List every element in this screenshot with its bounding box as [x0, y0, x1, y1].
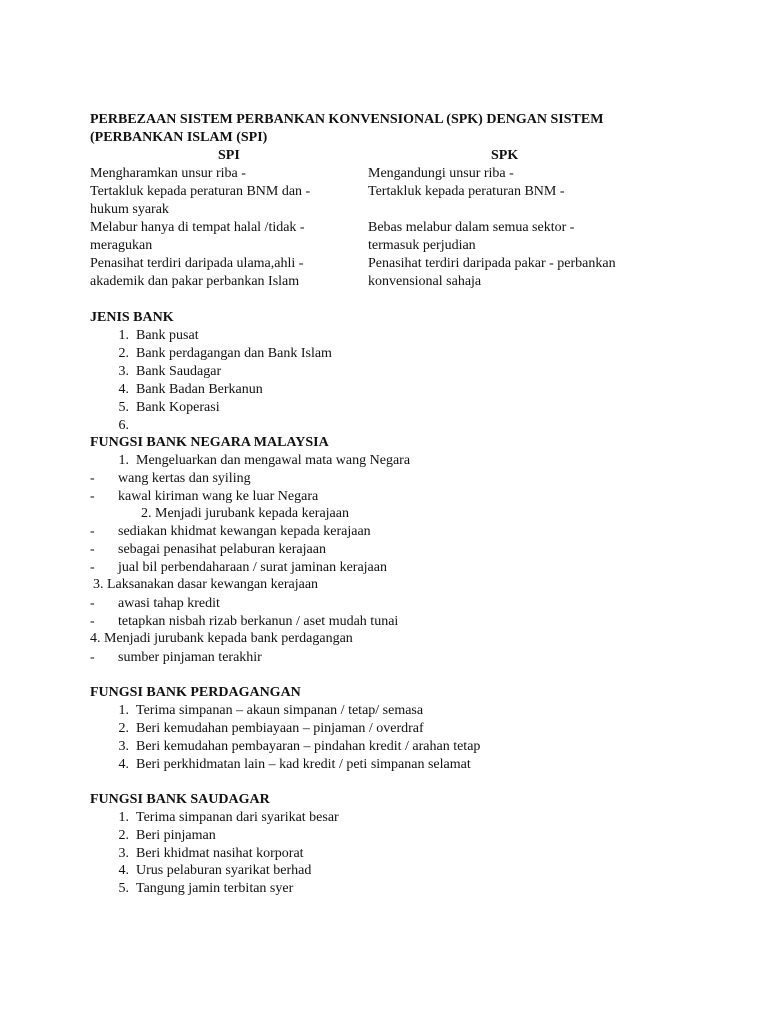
list-item: 4. Urus pelaburan syarikat berhad [118, 863, 312, 878]
list-item: - sediakan khidmat kewangan kepada kerajaan [90, 524, 371, 539]
list-item: 3. Beri kemudahan pembayaran – pindahan kredit / arahan tetap [118, 739, 481, 754]
list-item: 1. Terima simpanan dari syarikat besar [118, 810, 339, 825]
list-item: 1. Bank pusat [118, 328, 199, 343]
section-heading-jenis-bank: JENIS BANK [90, 310, 174, 325]
column-header-spi: SPI [218, 148, 240, 163]
list-item: - sumber pinjaman terakhir [90, 650, 262, 665]
spi-cell-1: Mengharamkan unsur riba - [90, 166, 246, 181]
spi-cell-4: Penasihat terdiri daripada ulama,ahli - akademik dan pakar perbankan Islam [90, 256, 304, 289]
list-item: 1. Terima simpanan – akaun simpanan / tetap/ semasa [118, 703, 424, 718]
section-heading-fungsi-bank-perdagangan: FUNGSI BANK PERDAGANGAN [90, 685, 301, 700]
list-item: 4. Beri perkhidmatan lain – kad kredit / peti simpanan selamat [118, 757, 471, 772]
section-heading-fungsi-bnm: FUNGSI BANK NEGARA MALAYSIA [90, 435, 329, 450]
list-item: 3. Beri khidmat nasihat korporat [118, 846, 304, 861]
list-item: - wang kertas dan syiling [90, 471, 251, 486]
list-item: - sebagai penasihat pelaburan kerajaan [90, 542, 326, 557]
spk-cell-3: Bebas melabur dalam semua sektor - termasuk perjudian [368, 220, 575, 253]
list-item: 1. Mengeluarkan dan mengawal mata wang Negara [118, 453, 411, 468]
section-heading-fungsi-bank-saudagar: FUNGSI BANK SAUDAGAR [90, 792, 270, 807]
list-item: - awasi tahap kredit [90, 596, 220, 611]
list-item: 2. Beri pinjaman [118, 828, 216, 843]
list-item: 5. Tangung jamin terbitan syer [118, 881, 294, 896]
spk-cell-4: Penasihat terdiri daripada pakar - perbankan konvensional sahaja [368, 256, 616, 289]
column-header-spk: SPK [491, 148, 519, 163]
list-item: - kawal kiriman wang ke luar Negara [90, 489, 319, 504]
spi-cell-3: Melabur hanya di tempat halal /tidak - meragukan [90, 220, 305, 253]
list-item: 6. [118, 418, 129, 433]
list-item: 3. Bank Saudagar [118, 364, 222, 379]
spi-cell-2: Tertakluk kepada peraturan BNM dan - hukum syarak [90, 184, 311, 217]
list-item: - jual bil perbendaharaan / surat jaminan kerajaan [90, 560, 387, 575]
list-item: 2. Menjadi jurubank kepada kerajaan [141, 506, 349, 521]
list-item: 4. Bank Badan Berkanun [118, 382, 263, 397]
list-item: 2. Bank perdagangan dan Bank Islam [118, 346, 332, 361]
list-item: 2. Beri kemudahan pembiayaan – pinjaman / overdraf [118, 721, 424, 736]
list-item: 5. Bank Koperasi [118, 400, 220, 415]
page-title: PERBEZAAN SISTEM PERBANKAN KONVENSIONAL (SPK) DENGAN SISTEM (PERBANKAN ISLAM (SPI) [90, 112, 604, 145]
spk-cell-1: Mengandungi unsur riba - [368, 166, 514, 181]
list-item: - tetapkan nisbah rizab berkanun / aset mudah tunai [90, 614, 399, 629]
list-item: 4. Menjadi jurubank kepada bank perdagangan [90, 631, 353, 646]
list-item: 3. Laksanakan dasar kewangan kerajaan [93, 577, 319, 592]
spk-cell-2: Tertakluk kepada peraturan BNM - [368, 184, 565, 199]
